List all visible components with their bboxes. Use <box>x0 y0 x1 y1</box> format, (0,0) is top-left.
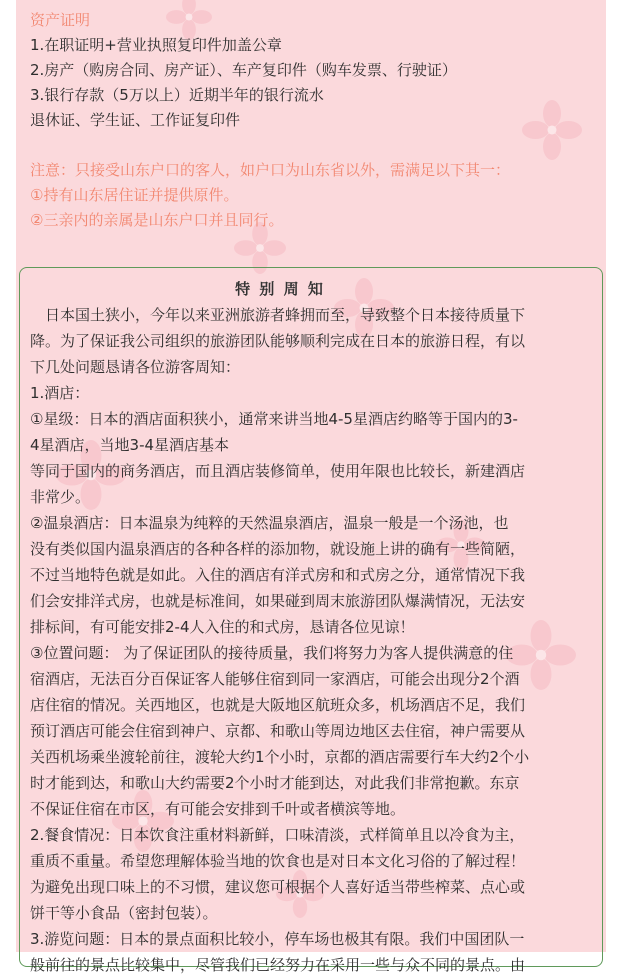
asset-item: 1.在职证明+营业执照复印件加盖公章 <box>30 36 282 54</box>
notice-line: 日本国土狭小，今年以来亚洲旅游者蜂拥而至，导致整个日本接待质量下 <box>30 306 526 324</box>
notice-line: 没有类似国内温泉酒店的各种各样的添加物，就设施上讲的确有一些简陋， <box>30 540 526 558</box>
notice-title: 特 别 周 知 <box>235 280 325 298</box>
residency-note: 注意：只接受山东户口的客人，如户口为山东省以外，需满足以下其一： <box>30 161 511 179</box>
notice-line: ②温泉酒店：日本温泉为纯粹的天然温泉酒店，温泉一般是一个汤池，也 <box>30 514 509 532</box>
notice-line: 4星酒店，当地3-4星酒店基本 <box>30 436 230 454</box>
notice-line: 宿酒店，无法百分百保证客人能够住宿到同一家酒店，可能会出现分2个酒 <box>30 670 520 688</box>
notice-line: 们会安排洋式房，也就是标准间，如果碰到周末旅游团队爆满情况，无法安 <box>30 592 526 610</box>
notice-line: 排标间，有可能安排2-4人入住的和式房，恳请各位见谅！ <box>30 618 415 636</box>
asset-proof-heading: 资产证明 <box>30 11 91 29</box>
notice-line: 不过当地特色就是如此。入住的酒店有洋式房和和式房之分，通常情况下我 <box>30 566 526 584</box>
notice-line: 下几处问题恳请各位游客周知： <box>30 358 241 376</box>
notice-line: 预订酒店可能会住宿到神户、京都、和歌山等周边地区去住宿，神户需要从 <box>30 722 526 740</box>
notice-line: 1.酒店： <box>30 384 90 402</box>
notice-line: 重质不重量。希望您理解体验当地的饮食也是对日本文化习俗的了解过程！ <box>30 852 526 870</box>
special-notice-box <box>19 267 603 974</box>
asset-proof-section <box>30 8 595 233</box>
notice-line: ③位置问题： 为了保证团队的接待质量，我们将努力为客人提供满意的住 <box>30 644 514 662</box>
notice-line: 降。为了保证我公司组织的旅游团队能够顺利完成在日本的旅游日程，有以 <box>30 332 526 350</box>
notice-line: ①星级：日本的酒店面积狭小，通常来讲当地4-5星酒店约略等于国内的3- <box>30 410 518 428</box>
notice-line: 关西机场乘坐渡轮前往，渡轮大约1个小时，京都的酒店需要行车大约2个小 <box>30 748 530 766</box>
residency-note: ②三亲内的亲属是山东户口并且同行。 <box>30 211 284 229</box>
notice-line: 不保证住宿在市区，有可能会安排到千叶或者横滨等地。 <box>30 800 406 818</box>
notice-line: 3.游览问题：日本的景点面积比较小，停车场也极其有限。我们中国团队一 <box>30 930 525 948</box>
asset-item: 3.银行存款（5万以上）近期半年的银行流水 <box>30 86 324 104</box>
notice-line: 等同于国内的商务酒店，而且酒店装修简单，使用年限也比较长，新建酒店 <box>30 462 526 480</box>
notice-line: 般前往的景点比较集中，尽管我们已经努力在采用一些与众不同的景点。由 <box>30 956 526 974</box>
asset-item: 退休证、学生证、工作证复印件 <box>30 111 241 129</box>
notice-line: 店住宿的情况。关西地区，也就是大阪地区航班众多，机场酒店不足，我们 <box>30 696 526 714</box>
document-page <box>16 0 606 974</box>
notice-line: 非常少。 <box>30 488 91 506</box>
notice-line: 饼干等小食品（密封包装）。 <box>30 904 218 922</box>
notice-line: 2.餐食情况：日本饮食注重材料新鲜，口味清淡，式样简单且以冷食为主， <box>30 826 525 844</box>
asset-item: 2.房产（购房合同、房产证）、车产复印件（购车发票、行驶证） <box>30 61 457 79</box>
residency-note: ①持有山东居住证并提供原件。 <box>30 186 239 204</box>
notice-line: 为避免出现口味上的不习惯，建议您可根据个人喜好适当带些榨菜、点心或 <box>30 878 526 896</box>
notice-line: 时才能到达，和歌山大约需要2个小时才能到达，对此我们非常抱歉。东京 <box>30 774 520 792</box>
